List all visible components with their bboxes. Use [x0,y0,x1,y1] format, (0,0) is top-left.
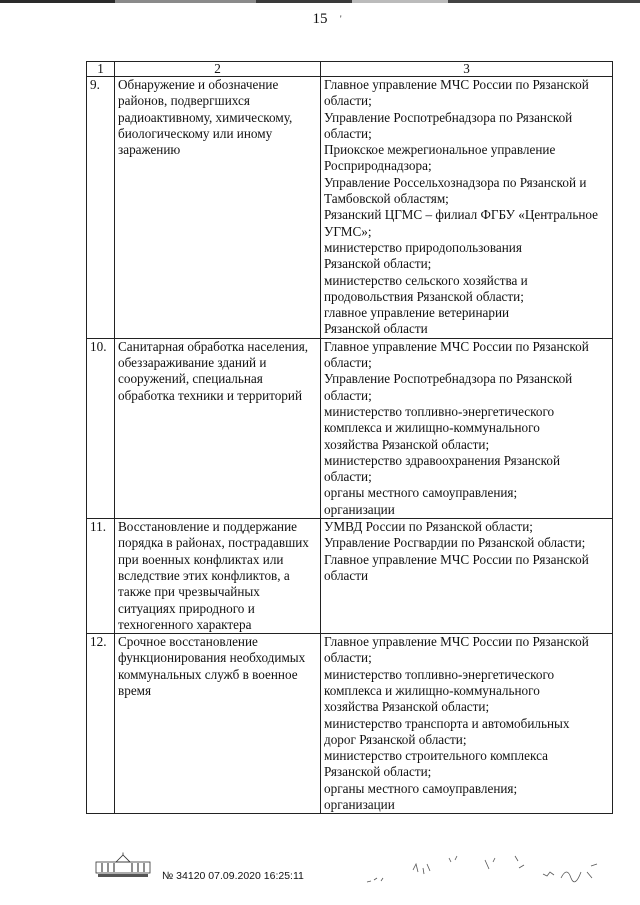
responsible-line: УМВД России по Рязанской области; [324,519,533,535]
responsible-cell [321,338,613,518]
responsible-line: дорог Рязанской области; [324,731,467,747]
responsible-line: области [324,567,369,583]
responsible-line: министерство природопользования [324,239,522,255]
responsible-line: УГМС»; [324,223,372,239]
responsible-line: Управление Росгвардии по Рязанской области; [324,535,586,551]
measure-line: коммунальных служб в военное [118,666,298,682]
responsible-line: Управление Роспотребнадзора по Рязанской [324,371,573,387]
measure-line: заражению [118,142,181,158]
measure-line: порядка в районах, пострадавших [118,535,309,551]
responsible-line: органы местного самоуправления; [324,780,518,796]
measure-cell [115,634,321,814]
responsible-line: области; [324,93,372,109]
responsible-line: области; [324,650,372,666]
responsible-line: области; [324,125,372,141]
measure-cell [115,338,321,518]
responsible-line: Главное управление МЧС России по Рязанской [324,77,589,92]
page-number [0,11,640,28]
responsible-line: министерство транспорта и автомобильных [324,715,570,731]
responsible-line: продовольствия Рязанской области; [324,288,524,304]
row-number: 9. [87,77,115,339]
scan-mark: ' [340,14,342,24]
measure-line: обработка техники и территорий [118,387,303,403]
responsible-line: Главное управление МЧС России по Рязанской [324,551,589,567]
responsible-line: хозяйства Рязанской области; [324,436,490,452]
header-col-2: 2 [115,62,321,77]
measure-line: районов, подвергшихся [118,93,250,109]
measure-line: ситуациях природного и [118,600,255,616]
measure-line: время [118,682,152,698]
responsible-line: главное управление ветеринарии [324,305,510,321]
table-row [87,338,613,518]
header-col-3: 3 [321,62,613,77]
measure-line: обеззараживание зданий и [118,355,267,371]
responsible-line: министерство строительного комплекса [324,748,548,764]
responsible-line: Рязанской области; [324,764,432,780]
measure-line: Санитарная обработка населения, [118,338,309,354]
responsible-line: министерство топливно-энергетического [324,403,555,419]
row-number: 11. [87,519,115,634]
responsible-line: Рязанской области [324,321,428,337]
row-number: 10. [87,338,115,518]
header-col-1: 1 [87,62,115,77]
page-number-text: 15 [312,11,328,27]
measure-cell [115,519,321,634]
responsible-line: министерство топливно-энергетического [324,666,555,682]
responsible-line: комплекса и жилищно-коммунального [324,420,540,436]
publication-logo [94,852,152,878]
responsible-cell [321,634,613,814]
responsible-line: организации [324,797,395,813]
measure-line: техногенного характера [118,616,252,632]
responsible-line: министерство сельского хозяйства и [324,272,528,288]
responsible-line: Управление Роспотребнадзора по Рязанской [324,109,573,125]
responsible-line: органы местного самоуправления; [324,485,518,501]
responsible-line: Главное управление МЧС России по Рязанской [324,338,589,354]
table-row [87,77,613,339]
responsible-line: Управление Россельхознадзора по Рязанской и [324,174,587,190]
table-row [87,634,613,814]
scan-edge [0,0,640,3]
responsible-line: Тамбовской областям; [324,191,449,207]
responsible-line: области; [324,355,372,371]
measure-line: биологическому или иному [118,125,273,141]
measure-cell [115,77,321,339]
measure-line: Срочное восстановление [118,634,258,650]
measure-line: Восстановление и поддержание [118,519,298,535]
measures-table [86,61,613,814]
responsible-line: хозяйства Рязанской области; [324,699,490,715]
responsible-cell [321,77,613,339]
responsible-line: министерство здравоохранения Рязанской [324,452,561,468]
document-stamp: № 34120 07.09.2020 16:25:11 [162,870,304,882]
responsible-line: области; [324,387,372,403]
responsible-line: Рязанской области; [324,256,432,272]
measure-line: радиоактивному, химическому, [118,109,293,125]
responsible-line: организации [324,501,395,517]
table-header-row [87,62,613,77]
table-row [87,519,613,634]
responsible-line: области; [324,469,372,485]
responsible-line: Росприроднадзора; [324,158,432,174]
measure-line: вследствие этих конфликтов, а [118,567,290,583]
row-number: 12. [87,634,115,814]
signature-marks [365,850,605,895]
responsible-line: Приокское межрегиональное управление [324,142,556,158]
responsible-line: Главное управление МЧС России по Рязанской [324,634,589,650]
measure-line: Обнаружение и обозначение [118,77,279,92]
responsible-cell [321,519,613,634]
measure-line: также при чрезвычайных [118,584,260,600]
measure-line: при военных конфликтах или [118,551,284,567]
responsible-line: комплекса и жилищно-коммунального [324,682,540,698]
measure-line: функционирования необходимых [118,650,306,666]
responsible-line: Рязанский ЦГМС – филиал ФГБУ «Центральное [324,207,599,223]
measure-line: сооружений, специальная [118,371,263,387]
